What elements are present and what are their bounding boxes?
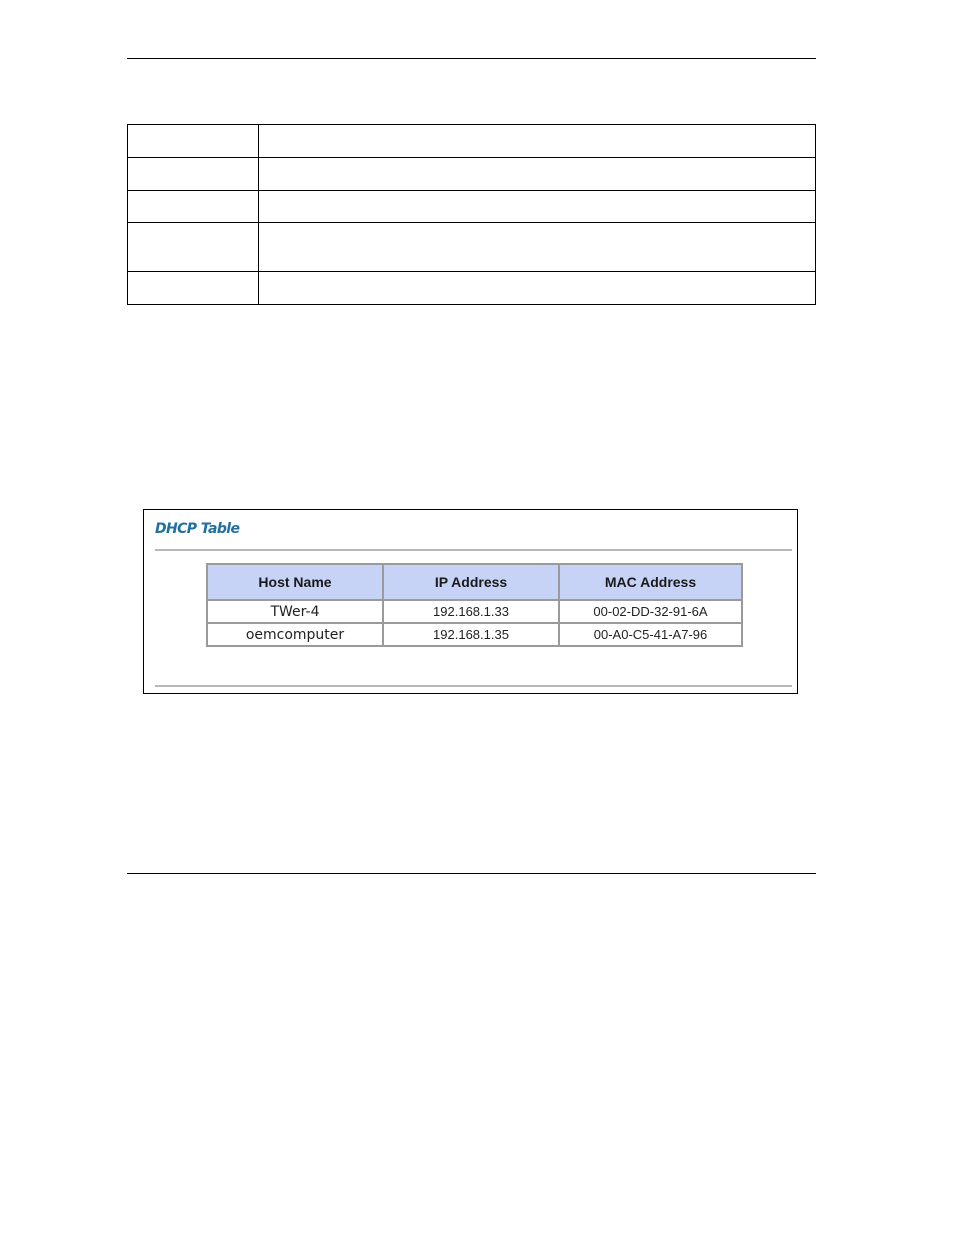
column-header-mac-address: MAC Address [559,564,742,600]
table-row [128,158,816,191]
host-name-cell: oemcomputer [207,623,383,646]
column-header-ip-address: IP Address [383,564,559,600]
host-name-cell: TWer-4 [207,600,383,623]
dhcp-table [206,563,743,647]
ip-address-cell: 192.168.1.33 [383,600,559,623]
table-row [128,191,816,223]
column-header-host-name: Host Name [207,564,383,600]
table-row [128,223,816,272]
mac-address-cell: 00-02-DD-32-91-6A [559,600,742,623]
panel-title: DHCP Table [155,521,240,537]
description-cell [259,272,816,305]
footer-rule [127,873,816,874]
label-cell [128,223,259,272]
label-cell [128,158,259,191]
table-row [207,600,742,623]
description-cell [259,223,816,272]
description-cell [259,125,816,158]
mac-address-cell: 00-A0-C5-41-A7-96 [559,623,742,646]
table-row [128,125,816,158]
ip-address-cell: 192.168.1.35 [383,623,559,646]
panel-footer-divider [155,685,792,687]
dhcp-table-screenshot [143,509,798,694]
header-rule [127,58,816,59]
label-cell [128,191,259,223]
description-cell [259,191,816,223]
label-cell [128,272,259,305]
table-row [128,272,816,305]
field-description-table [127,124,816,305]
table-row [207,623,742,646]
label-cell [128,125,259,158]
panel-divider [155,549,792,551]
description-cell [259,158,816,191]
table-header-row [207,564,742,600]
